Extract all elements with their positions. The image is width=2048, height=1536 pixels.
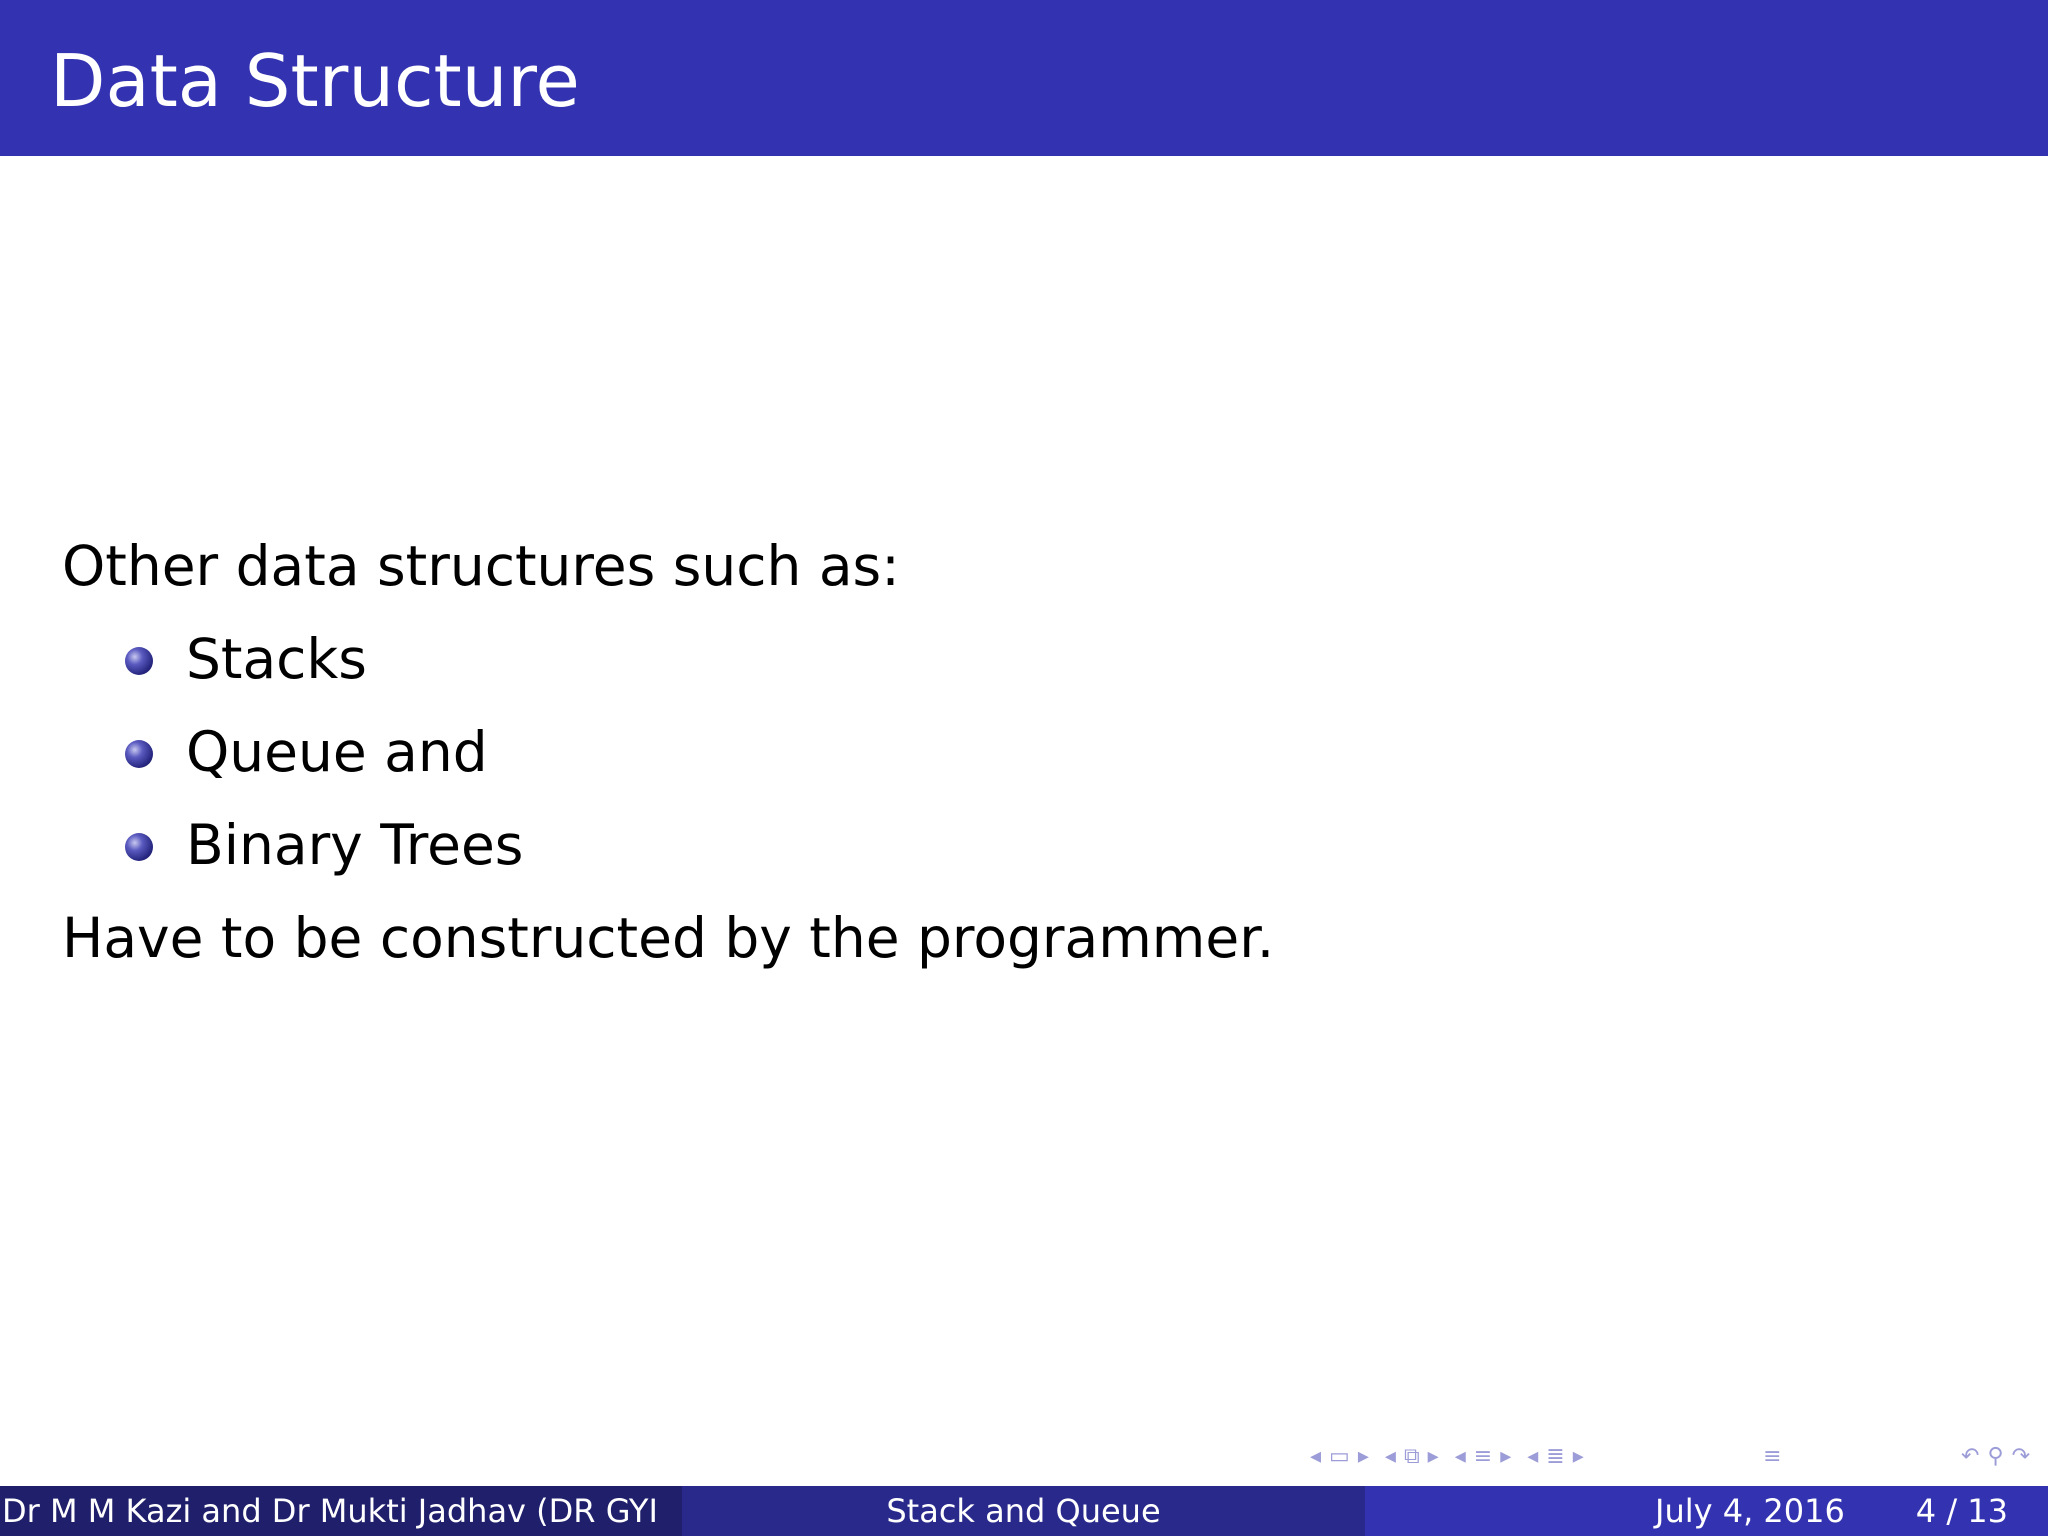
outline-icon[interactable]: ≡	[1763, 1444, 1782, 1469]
list-item	[62, 799, 1962, 892]
bullet-icon	[125, 647, 153, 675]
frame-icon[interactable]: ▭	[1329, 1444, 1350, 1469]
footer-right	[1365, 1486, 2048, 1536]
back-icon[interactable]: ↶	[1961, 1444, 1980, 1469]
next-subsection-icon[interactable]: ▸	[1427, 1444, 1439, 1469]
document-icon[interactable]: ≣	[1546, 1444, 1565, 1469]
list-item-label: Binary Trees	[186, 813, 524, 877]
prev-subsection-icon[interactable]: ◂	[1384, 1444, 1396, 1469]
search-icon[interactable]: ⚲	[1987, 1444, 2004, 1469]
page-number: 4 / 13	[1915, 1492, 2008, 1530]
footer-talk-title: Stack and Queue	[682, 1486, 1365, 1536]
list-item	[62, 613, 1962, 706]
subsection-nav-group	[1385, 1446, 1439, 1468]
list-item	[62, 706, 1962, 799]
navigation-symbols	[1310, 1440, 2030, 1474]
slide-body	[62, 520, 1962, 985]
frame-nav-group	[1310, 1446, 1369, 1468]
title-bar	[0, 0, 2048, 156]
conclusion-text: Have to be constructed by the programmer.	[62, 906, 1275, 970]
footer-author: Dr M M Kazi and Dr Mukti Jadhav (DR GYI	[0, 1486, 682, 1536]
list-item-label: Queue and	[186, 720, 488, 784]
section-icon[interactable]: ≡	[1473, 1444, 1493, 1469]
bullet-icon	[125, 833, 153, 861]
subsection-icon[interactable]: ⧉	[1403, 1444, 1420, 1469]
next-section-icon[interactable]: ▸	[1500, 1444, 1512, 1469]
section-nav-group	[1455, 1446, 1512, 1468]
list-item-label: Stacks	[186, 627, 367, 691]
document-nav-group	[1527, 1446, 1584, 1468]
intro-text: Other data structures such as:	[62, 534, 900, 598]
slide-title: Data Structure	[50, 39, 580, 123]
search-nav-group	[1961, 1446, 2030, 1468]
bullet-icon	[125, 740, 153, 768]
footer	[0, 1486, 2048, 1536]
prev-section-icon[interactable]: ◂	[1454, 1444, 1466, 1469]
footer-date: July 4, 2016	[1655, 1492, 1845, 1530]
next-frame-icon[interactable]: ▸	[1357, 1444, 1369, 1469]
next-document-icon[interactable]: ▸	[1572, 1444, 1584, 1469]
bullet-list	[62, 613, 1962, 892]
prev-frame-icon[interactable]: ◂	[1310, 1444, 1322, 1469]
prev-document-icon[interactable]: ◂	[1527, 1444, 1539, 1469]
forward-icon[interactable]: ↷	[2011, 1444, 2031, 1469]
